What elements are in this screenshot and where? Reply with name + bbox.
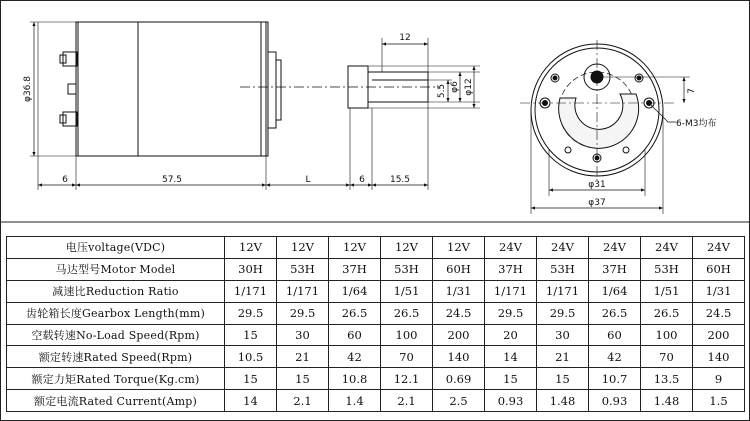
spec-cell: 42 [329,346,381,368]
spec-cell: 29.5 [277,302,329,324]
spec-cell: 1/51 [381,280,433,302]
spec-cell: 26.5 [381,302,433,324]
spec-cell: 1/31 [433,280,485,302]
spec-row-label: 额定力矩Rated Torque(Kg.cm) [7,368,225,390]
spec-row-gearbox-length [7,302,745,324]
spec-cell: 12.1 [381,368,433,390]
spec-row-label: 齿轮箱长度Gearbox Length(mm) [7,302,225,324]
spec-cell: 60 [329,324,381,346]
spec-cell: 53H [381,258,433,280]
spec-cell: 200 [433,324,485,346]
mounting-holes-note: 6-M3均布 [676,119,717,129]
spec-row-label: 电压voltage(VDC) [7,237,225,259]
dim-gearbox-length: L [305,175,311,185]
dim-boss-diameter: φ12 [464,78,474,96]
spec-cell: 2.1 [381,390,433,412]
spec-cell: 37H [329,258,381,280]
spec-cell: 37H [485,258,537,280]
spec-cell: 70 [381,346,433,368]
spec-cell: 1/51 [641,280,693,302]
spec-cell: 30 [537,324,589,346]
spec-cell: 30 [277,324,329,346]
spec-cell: 10.7 [589,368,641,390]
spec-cell: 21 [277,346,329,368]
spec-cell: 30H [225,258,277,280]
spec-row-label: 额定转速Rated Speed(Rpm) [7,346,225,368]
spec-row-label: 减速比Reduction Ratio [7,280,225,302]
spec-cell: 1.48 [641,390,693,412]
spec-cell: 42 [589,346,641,368]
spec-cell: 1/64 [589,280,641,302]
spec-row-label: 额定电流Rated Current(Amp) [7,390,225,412]
spec-cell: 12V [329,237,381,259]
spec-cell: 200 [693,324,745,346]
spec-cell: 53H [277,258,329,280]
spec-cell: 10.8 [329,368,381,390]
spec-cell: 9 [693,368,745,390]
spec-cell: 12V [277,237,329,259]
spec-cell: 53H [537,258,589,280]
spec-cell: 60 [589,324,641,346]
spec-row-rated-torque [7,368,745,390]
spec-cell: 24V [641,237,693,259]
spec-cell: 0.93 [589,390,641,412]
spec-cell: 13.5 [641,368,693,390]
spec-cell: 24V [589,237,641,259]
spec-cell: 26.5 [589,302,641,324]
spec-cell: 0.93 [485,390,537,412]
spec-cell: 15 [537,368,589,390]
dim-output-length: 15.5 [389,175,411,185]
dim-boss-length: 6 [359,175,365,185]
spec-cell: 70 [641,346,693,368]
spec-cell: 2.1 [277,390,329,412]
spec-row-voltage [7,237,745,259]
dim-shaft-diameter: φ6 [450,81,460,93]
spec-cell: 140 [433,346,485,368]
dim-shaft-length: 12 [399,33,411,43]
spec-cell: 26.5 [329,302,381,324]
dim-motor-diameter: φ36.8 [23,76,33,102]
spec-cell: 53H [641,258,693,280]
spec-cell: 20 [485,324,537,346]
spec-row-no-load-speed [7,324,745,346]
spec-cell: 1/171 [537,280,589,302]
spec-row-reduction-ratio [7,280,745,302]
spec-row-label: 空载转速No-Load Speed(Rpm) [7,324,225,346]
spec-cell: 29.5 [537,302,589,324]
spec-row-label: 马达型号Motor Model [7,258,225,280]
spec-cell: 60H [693,258,745,280]
spec-cell: 12V [381,237,433,259]
spec-cell: 60H [433,258,485,280]
spec-cell: 1.4 [329,390,381,412]
spec-row-rated-current [7,390,745,412]
spec-cell: 12V [433,237,485,259]
spec-cell: 24V [693,237,745,259]
spec-cell: 15 [225,368,277,390]
dim-shaft-offset: 7 [687,88,697,94]
spec-cell: 100 [381,324,433,346]
motor-spec-table [6,236,745,412]
spec-cell: 14 [225,390,277,412]
spec-cell: 140 [693,346,745,368]
spec-cell: 15 [225,324,277,346]
spec-cell: 24.5 [693,302,745,324]
dim-motor-length: 57.5 [161,175,183,185]
spec-cell: 1.5 [693,390,745,412]
spec-cell: 24V [485,237,537,259]
dim-flat-height: 5.5 [437,83,447,99]
spec-cell: 14 [485,346,537,368]
spec-cell: 100 [641,324,693,346]
spec-cell: 29.5 [225,302,277,324]
spec-cell: 1.48 [537,390,589,412]
dim-terminal-offset: 6 [62,175,68,185]
dim-pcd: φ31 [588,180,606,190]
spec-cell: 24V [537,237,589,259]
spec-cell: 15 [277,368,329,390]
spec-cell: 37H [589,258,641,280]
motor-side-view [30,22,480,190]
spec-cell: 2.5 [433,390,485,412]
spec-row-motor-model [7,258,745,280]
spec-cell: 1/31 [693,280,745,302]
spec-row-rated-speed [7,346,745,368]
spec-cell: 1/171 [225,280,277,302]
spec-cell: 26.5 [641,302,693,324]
spec-cell: 29.5 [485,302,537,324]
spec-cell: 1/171 [485,280,537,302]
spec-cell: 12V [225,237,277,259]
spec-cell: 15 [485,368,537,390]
dim-front-diameter: φ37 [588,198,606,208]
spec-cell: 24.5 [433,302,485,324]
spec-cell: 21 [537,346,589,368]
spec-cell: 1/64 [329,280,381,302]
spec-cell: 10.5 [225,346,277,368]
spec-cell: 0.69 [433,368,485,390]
spec-cell: 1/171 [277,280,329,302]
